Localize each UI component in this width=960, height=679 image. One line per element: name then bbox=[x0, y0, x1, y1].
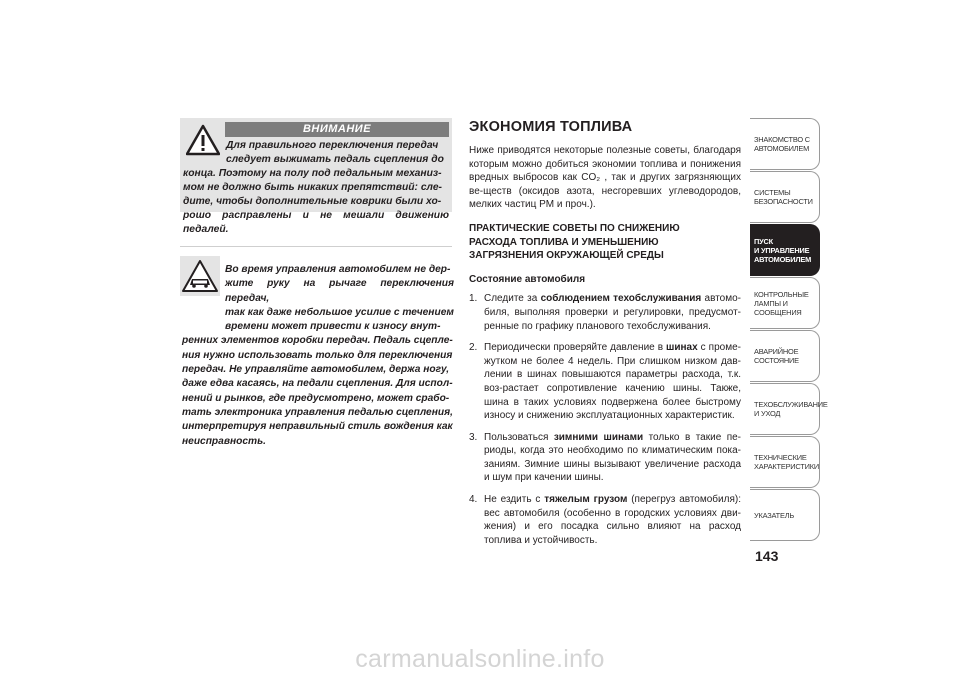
list-item: 1. Следите за соблюдением техобслуживания автомо-биля, выполняя проверки и регулировки, предусмот-ренные по графику планового техобслуживания. bbox=[469, 293, 741, 332]
chapter-tabs bbox=[750, 118, 828, 542]
list-item: 2. Периодически проверяйте давление в шинах с проме-жутком не более 4 недель. При слишком низком дав-лении в шинах повышаются параметры расхода, т.к. воз-растает сопротивление качению шины. Также, шина в таких условиях подвержена более быстрому износу и снижению эксплуатационных характеристик. bbox=[469, 342, 741, 422]
tab-emergency[interactable]: АВАРИЙНОЕ СОСТОЯНИЕ bbox=[750, 330, 820, 382]
warning-text: Для правильного переключения передач следует выжимать педаль сцепления до конца. Поэтому на полу под педальным механиз- мом не должно быть никаких препятствий: сле- дите, чтобы дополнительные коврики были хо- рошо расправлены и не мешали движению педалей. bbox=[183, 140, 449, 235]
intro-paragraph: Ниже приводятся некоторые полезные советы, благодаря которым можно добиться экономии топлива и понижения вредных выбросов как CO₂ , так и других загрязняющих ве-ществ (оксидов азота, несгоревших углеводородов, мелких частиц PM и проч.). bbox=[469, 145, 741, 211]
practical-tips-heading: ПРАКТИЧЕСКИЕ СОВЕТЫ ПО СНИЖЕНИЮ РАСХОДА ТОПЛИВА И УМЕНЬШЕНИЮ ЗАГРЯЗНЕНИЯ ОКРУЖАЮЩЕЙ СРЕДЫ bbox=[469, 222, 680, 262]
tab-warning-lights[interactable]: КОНТРОЛЬНЫЕ ЛАМПЫ И СООБЩЕНИЯ bbox=[750, 277, 820, 329]
warning-header: ВНИМАНИЕ bbox=[225, 122, 449, 137]
vehicle-condition-heading: Состояние автомобиля bbox=[469, 273, 586, 285]
tab-safety[interactable]: СИСТЕМЫ БЕЗОПАСНОСТИ bbox=[750, 171, 820, 223]
tab-index[interactable]: УКАЗАТЕЛЬ bbox=[750, 489, 820, 541]
watermark: carmanualsonline.info bbox=[355, 645, 605, 673]
separator bbox=[180, 246, 452, 247]
list-item: 3. Пользоваться зимними шинами только в такие пе-риоды, когда это необходимо по климатическим пока-заниям. Зимние шины вызывают увеличение расхода и шум при качении шины. bbox=[469, 431, 742, 484]
main-column bbox=[469, 118, 741, 555]
section-title: ЭКОНОМИЯ ТОПЛИВА bbox=[469, 119, 633, 135]
tab-specs[interactable]: ТЕХНИЧЕСКИЕ ХАРАКТЕРИСТИКИ bbox=[750, 436, 820, 488]
page-number: 143 bbox=[755, 548, 779, 564]
tab-driving[interactable]: ПУСК И УПРАВЛЕНИЕ АВТОМОБИЛЕМ bbox=[750, 224, 820, 276]
tab-intro[interactable]: ЗНАКОМСТВО С АВТОМОБИЛЕМ bbox=[750, 118, 820, 170]
tab-maintenance[interactable]: ТЕХОБСЛУЖИВАНИЕ И УХОД bbox=[750, 383, 820, 435]
list-item: 4. Не ездить с тяжелым грузом (перегруз автомобиля): вес автомобиля (особенно в городских условиях дви-жения) и его посадка сильно влияют на расход топлива и устойчивость. bbox=[469, 494, 741, 546]
tips-list bbox=[469, 292, 741, 547]
note-text: Во время управления автомобилем не дер- жите руку на рычаге переключения передач, так как даже небольшое усилие с течением времени может привести к износу внут- ренних элементов коробки передач. Педаль сцепле- ния нужно использовать только для переключения передач. Не управляйте автомобилем, держа ногу, даже едва касаясь, на педали сцепления. Для испол- нений и рынков, где предусмотрено, может срабо- тать электроника управления педалью сцепления, интерпретируя неправильный стиль вождения как неисправность. bbox=[182, 264, 454, 447]
